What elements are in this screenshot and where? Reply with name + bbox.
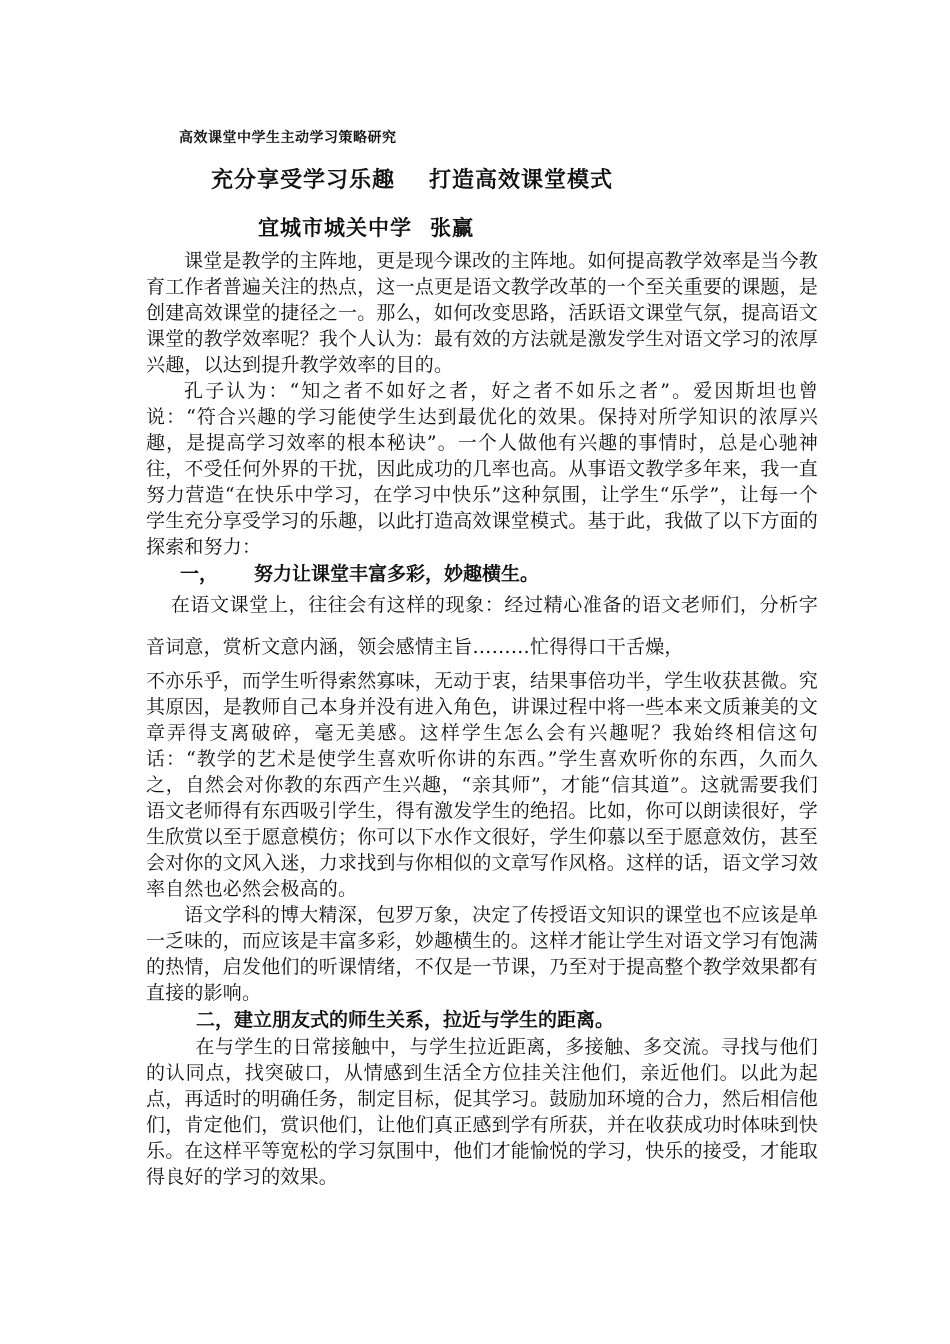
series-title: 高效课堂中学生主动学习策略研究: [179, 130, 397, 146]
paragraph-subject: 语文学科的博大精深，包罗万象，决定了传授语文知识的课堂也不应该是单一乏味的，而应该是丰富多彩，妙趣横生的。这样才能让学生对语文学习有饱满的热情，启发他们的听课情绪，不仅是一节课，乃至对于提高整个教学效果都有直接的影响。: [146, 904, 819, 1004]
paragraph-classroom-a: 在语文课堂上，往往会有这样的现象：经过精心准备的语文老师们，分析字音词意，赏析文意内涵，领会感情主旨………忙得得口干舌燥，: [146, 594, 818, 658]
article-title: [211, 163, 613, 194]
section-heading-two: 二，建立朋友式的师生关系，拉近与学生的距离。: [196, 1009, 615, 1031]
author-school: 宜城市城关中学: [258, 215, 412, 240]
paragraph-classroom-b: 不亦乐乎，而学生听得索然寡味，无动于衷，结果事倍功半，学生收获甚微。究其原因，是教师自己本身并没有进入角色，讲课过程中将一些本来文质兼美的文章弄得支离破碎，毫无美感。这样学生怎么会有兴趣呢？我始终相信这句话：“教学的艺术是使学生喜欢听你讲的东西。”学生喜欢听你的东西，久而久之，自然会对你教的东西产生兴趣，“亲其师”，才能“信其道”。这就需要我们语文老师得有东西吸引学生，得有激发学生的绝招。比如，你可以朗读很好，学生欣赏以至于愿意模仿；你可以下水作文很好，学生仰慕以至于愿意效仿，甚至会对你的文风入迷，力求找到与你相似的文章写作风格。这样的话，语文学习效率自然也必然会极高的。: [146, 670, 819, 900]
section-heading-one-text: 努力让课堂丰富多彩，妙趣横生。: [254, 563, 540, 585]
article-title-part1: 充分享受学习乐趣: [211, 167, 396, 193]
article-title-part2: 打造高效课堂模式: [429, 167, 614, 193]
article-body: [146, 248, 818, 1190]
section-heading-one-number: 一，: [180, 563, 219, 585]
author-name: 张赢: [430, 215, 474, 240]
paragraph-quotes: 孔子认为：“知之者不如好之者，好之者不如乐之者”。爱因斯坦也曾说：“符合兴趣的学习能使学生达到最优化的效果。保持对所学知识的浓厚兴趣，是提高学习效率的根本秘诀”。一个人做他有兴趣的事情时，总是心驰神往，不受任何外界的干扰，因此成功的几率也高。从事语文教学多年来，我一直努力营造“在快乐中学习，在学习中快乐”这种氛围，让学生“乐学”，让每一个学生充分享受学习的乐趣，以此打造高效课堂模式。基于此，我做了以下方面的探索和努力：: [146, 380, 819, 558]
paragraph-intro: 课堂是教学的主阵地，更是现今课改的主阵地。如何提高教学效率是当今教育工作者普遍关注的热点，这一点更是语文教学改革的一个至关重要的课题，是创建高效课堂的捷径之一。那么，如何改变思路，活跃语文课堂气氛，提高语文课堂的教学效率呢？我个人认为：最有效的方法就是激发学生对语文学习的浓厚兴趣，以达到提升教学效率的目的。: [146, 250, 819, 376]
paragraph-relationship: 在与学生的日常接触中，与学生拉近距离，多接触、多交流。寻找与他们的认同点，找突破口，从情感到生活全方位挂关注他们，亲近他们。以此为起点，再适时的明确任务，制定目标，促其学习。鼓励加环境的合力，然后相信他们，肯定他们，赏识他们，让他们真正感到学有所获，并在收获成功时体味到快乐。在这样平等宽松的学习氛围中，他们才能愉悦的学习，快乐的接受，才能取得良好的学习的效果。: [146, 1036, 819, 1188]
author-line: [258, 212, 474, 242]
